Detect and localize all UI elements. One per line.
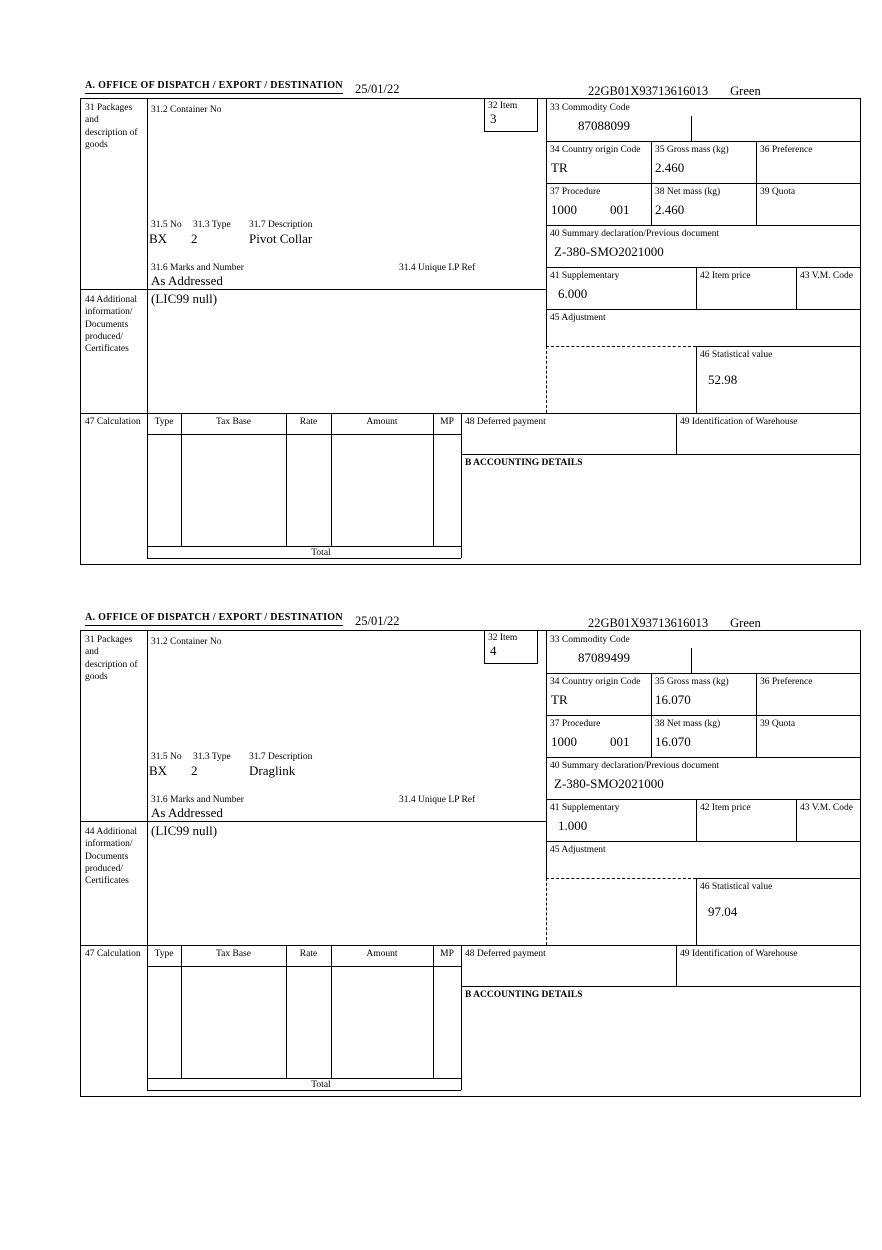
quota-label: 39 Quota	[760, 719, 796, 729]
box44-label: 44 Additional information/ Documents produced/ Certificates	[85, 295, 137, 355]
row40-bottom-rule	[546, 799, 861, 800]
unique-lp-ref-label: 31.4 Unique LP Ref	[399, 795, 476, 805]
package-type-value: 2	[191, 231, 198, 246]
tax-col-rule-3	[331, 413, 332, 546]
box47-label: 47 Calculation	[85, 417, 141, 427]
previous-document-value: Z-380-SMO2021000	[554, 244, 664, 259]
box44-top-rule	[81, 821, 546, 822]
box47-top-rule	[81, 413, 861, 414]
container-no-label: 31.2 Container No	[151, 105, 222, 115]
row41-bottom-rule	[546, 841, 861, 842]
commodity-code-value: 87089499	[578, 650, 630, 665]
deferred-payment-label: 48 Deferred payment	[465, 949, 546, 959]
additional-info-value: (LIC99 null)	[151, 291, 218, 306]
commodity-code-label: 33 Commodity Code	[550, 635, 630, 645]
tax-base-header: Tax Base	[216, 417, 251, 427]
col-49-rule	[676, 945, 677, 986]
goods-description-value: Draglink	[249, 763, 296, 778]
col-43-rule	[796, 799, 797, 841]
country-origin-value: TR	[551, 692, 568, 707]
dispatch-date: 25/01/22	[355, 614, 400, 628]
reference-number: 22GB01X93713616013	[588, 616, 709, 630]
tax-header-bottom-rule	[147, 966, 461, 967]
left-column-rule	[147, 99, 148, 558]
box44-top-rule	[81, 289, 546, 290]
previous-document-value: Z-380-SMO2021000	[554, 776, 664, 791]
declaration-item-section	[80, 80, 862, 566]
box47-label: 47 Calculation	[85, 949, 141, 959]
accounting-details-label: B ACCOUNTING DETAILS	[465, 458, 583, 468]
procedure-label: 37 Procedure	[550, 187, 601, 197]
tax-type-header: Type	[154, 417, 174, 427]
col-42-rule	[696, 799, 697, 841]
statistical-value-label: 46 Statistical value	[700, 882, 773, 892]
supplementary-label: 41 Supplementary	[550, 803, 620, 813]
dispatch-date: 25/01/22	[355, 82, 400, 96]
tax-table-right-rule	[461, 413, 462, 558]
supplementary-value: 1.000	[558, 818, 588, 833]
box31-label: 31 Packages and description of goods	[85, 635, 138, 683]
routing-status: Green	[730, 616, 761, 630]
marks-label: 31.6 Marks and Number	[151, 795, 244, 805]
procedure-suffix-value: 001	[610, 202, 630, 217]
item-number-box	[484, 99, 538, 132]
dashed-divider-vertical	[546, 878, 547, 945]
vm-code-label: 43 V.M. Code	[800, 803, 853, 813]
package-type-value: 2	[191, 763, 198, 778]
tax-type-header: Type	[154, 949, 174, 959]
adjustment-label: 45 Adjustment	[550, 845, 606, 855]
supplementary-value: 6.000	[558, 286, 588, 301]
item-number-value: 4	[490, 643, 497, 658]
row33-bottom-rule	[546, 141, 861, 142]
tax-col-rule-1	[181, 945, 182, 1078]
commodity-code-value: 87088099	[578, 118, 630, 133]
goods-description-label: 31.7 Description	[249, 752, 313, 762]
accounting-top-rule	[461, 986, 861, 987]
row33-bottom-rule	[546, 673, 861, 674]
net-mass-value: 2.460	[655, 202, 685, 217]
declaration-form-grid	[80, 630, 861, 1097]
quota-label: 39 Quota	[760, 187, 796, 197]
tax-amount-header: Amount	[366, 417, 398, 427]
item-price-label: 42 Item price	[700, 271, 751, 281]
tax-col-rule-4	[433, 413, 434, 546]
warehouse-id-label: 49 Identification of Warehouse	[680, 949, 798, 959]
dashed-divider-horizontal	[546, 878, 696, 879]
col-42-rule	[696, 267, 697, 309]
procedure-value: 1000	[551, 734, 577, 749]
item-label: 32 Item	[488, 633, 518, 643]
tax-mp-header: MP	[440, 949, 454, 959]
row34-bottom-rule	[546, 183, 861, 184]
office-of-dispatch-label: A. OFFICE OF DISPATCH / EXPORT / DESTINATION	[85, 80, 343, 94]
net-mass-label: 38 Net mass (kg)	[655, 187, 721, 197]
section-header	[80, 612, 862, 630]
package-no-value: BX	[149, 231, 168, 246]
net-mass-label: 38 Net mass (kg)	[655, 719, 721, 729]
col-49-rule	[676, 413, 677, 454]
row40-bottom-rule	[546, 267, 861, 268]
box46-left-rule	[696, 346, 697, 413]
package-no-label: 31.5 No	[151, 220, 182, 230]
gross-mass-value: 2.460	[655, 160, 685, 175]
box31-label: 31 Packages and description of goods	[85, 103, 138, 151]
col-43-rule	[796, 267, 797, 309]
net-mass-value: 16.070	[655, 734, 691, 749]
tax-col-rule-1	[181, 413, 182, 546]
package-no-value: BX	[149, 763, 168, 778]
procedure-value: 1000	[551, 202, 577, 217]
tax-base-header: Tax Base	[216, 949, 251, 959]
preference-label: 36 Preference	[760, 145, 813, 155]
section-header	[80, 80, 862, 98]
tax-col-rule-2	[286, 413, 287, 546]
box46-top-rule	[696, 346, 861, 347]
box44-label: 44 Additional information/ Documents produced/ Certificates	[85, 827, 137, 887]
goods-description-value: Pivot Collar	[249, 231, 313, 246]
box47-top-rule	[81, 945, 861, 946]
preference-label: 36 Preference	[760, 677, 813, 687]
row37-bottom-rule	[546, 225, 861, 226]
goods-description-label: 31.7 Description	[249, 220, 313, 230]
commodity-code-tick	[691, 648, 692, 673]
marks-value: As Addressed	[151, 273, 223, 288]
left-column-rule	[147, 631, 148, 1090]
package-type-label: 31.3 Type	[193, 220, 231, 230]
tax-rate-header: Rate	[299, 417, 318, 427]
supplementary-label: 41 Supplementary	[550, 271, 620, 281]
previous-document-label: 40 Summary declaration/Previous document	[550, 229, 720, 239]
row34-bottom-rule	[546, 715, 861, 716]
country-origin-value: TR	[551, 160, 568, 175]
statistical-value: 97.04	[708, 904, 738, 919]
gross-mass-label: 35 Gross mass (kg)	[655, 677, 729, 687]
declaration-item-section	[80, 612, 862, 1098]
tax-rate-header: Rate	[299, 949, 318, 959]
gross-mass-label: 35 Gross mass (kg)	[655, 145, 729, 155]
tax-col-rule-4	[433, 945, 434, 1078]
accounting-details-label: B ACCOUNTING DETAILS	[465, 990, 583, 1000]
unique-lp-ref-label: 31.4 Unique LP Ref	[399, 263, 476, 273]
gross-mass-value: 16.070	[655, 692, 691, 707]
commodity-code-label: 33 Commodity Code	[550, 103, 630, 113]
deferred-payment-label: 48 Deferred payment	[465, 417, 546, 427]
tax-amount-header: Amount	[366, 949, 398, 959]
item-label: 32 Item	[488, 101, 518, 111]
country-origin-label: 34 Country origin Code	[550, 677, 641, 687]
total-label: Total	[311, 548, 331, 558]
package-type-label: 31.3 Type	[193, 752, 231, 762]
tax-col-rule-2	[286, 945, 287, 1078]
tax-col-rule-3	[331, 945, 332, 1078]
office-of-dispatch-label: A. OFFICE OF DISPATCH / EXPORT / DESTINATION	[85, 612, 343, 626]
dashed-divider-vertical	[546, 346, 547, 413]
statistical-value: 52.98	[708, 372, 738, 387]
row41-bottom-rule	[546, 309, 861, 310]
tax-table-right-rule	[461, 945, 462, 1090]
reference-number: 22GB01X93713616013	[588, 84, 709, 98]
procedure-suffix-value: 001	[610, 734, 630, 749]
tax-header-bottom-rule	[147, 434, 461, 435]
dashed-divider-horizontal	[546, 346, 696, 347]
marks-value: As Addressed	[151, 805, 223, 820]
item-number-box	[484, 631, 538, 664]
marks-label: 31.6 Marks and Number	[151, 263, 244, 273]
previous-document-label: 40 Summary declaration/Previous document	[550, 761, 720, 771]
box46-left-rule	[696, 878, 697, 945]
declaration-form-grid	[80, 98, 861, 565]
warehouse-id-label: 49 Identification of Warehouse	[680, 417, 798, 427]
package-no-label: 31.5 No	[151, 752, 182, 762]
commodity-code-tick	[691, 116, 692, 141]
item-price-label: 42 Item price	[700, 803, 751, 813]
additional-info-value: (LIC99 null)	[151, 823, 218, 838]
statistical-value-label: 46 Statistical value	[700, 350, 773, 360]
tax-mp-header: MP	[440, 417, 454, 427]
accounting-top-rule	[461, 454, 861, 455]
row37-bottom-rule	[546, 757, 861, 758]
routing-status: Green	[730, 84, 761, 98]
adjustment-label: 45 Adjustment	[550, 313, 606, 323]
vm-code-label: 43 V.M. Code	[800, 271, 853, 281]
country-origin-label: 34 Country origin Code	[550, 145, 641, 155]
total-label: Total	[311, 1080, 331, 1090]
item-number-value: 3	[490, 111, 497, 126]
container-no-label: 31.2 Container No	[151, 637, 222, 647]
procedure-label: 37 Procedure	[550, 719, 601, 729]
box46-top-rule	[696, 878, 861, 879]
